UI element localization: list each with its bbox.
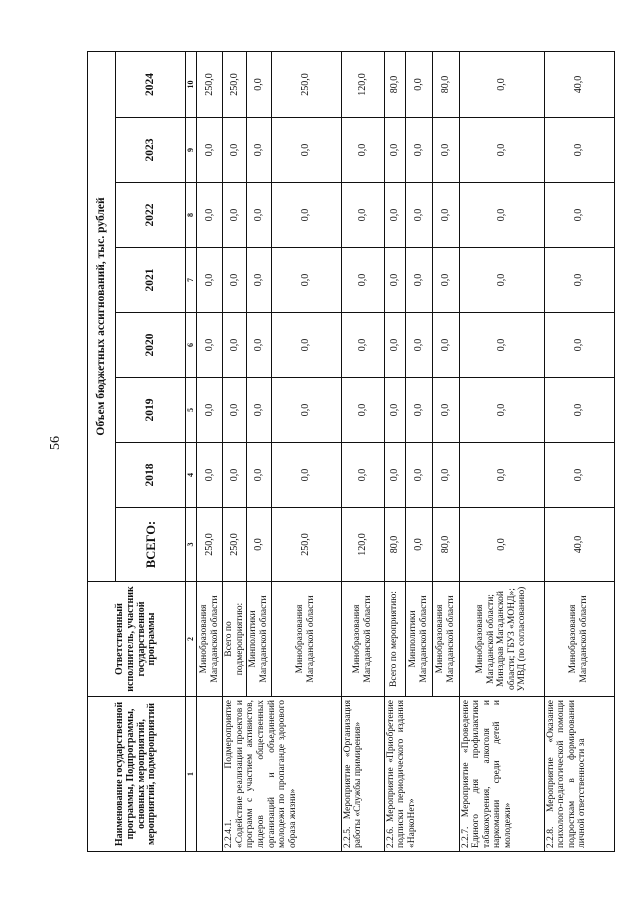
- value-cell: 120,0: [341, 52, 384, 118]
- value-cell: 40,0: [544, 508, 614, 582]
- column-number: 5: [186, 378, 197, 443]
- value-cell: 0,0: [432, 313, 459, 378]
- value-cell: 0,0: [247, 52, 271, 118]
- value-cell: 0,0: [544, 248, 614, 313]
- value-cell: 0,0: [247, 183, 271, 248]
- column-number-row: [186, 52, 197, 852]
- value-cell: 250,0: [197, 52, 223, 118]
- year-header: 2024: [116, 52, 186, 118]
- responsible-cell: Минобразования Магаданской области; Минздрав Магаданской области; ГБУЗ «МОНД»; УМВД (по согласованию): [459, 582, 544, 697]
- value-cell: 0,0: [341, 248, 384, 313]
- budget-table: [87, 51, 615, 852]
- table-row: [384, 52, 405, 852]
- program-column-header: Наименование государственной программы, Подпрограммы, основных мероприятий, мероприятий, подмероприятий: [88, 697, 186, 852]
- column-number: 2: [186, 582, 197, 697]
- value-cell: 0,0: [405, 118, 432, 183]
- year-header: 2022: [116, 183, 186, 248]
- value-cell: 0,0: [223, 378, 247, 443]
- value-cell: 0,0: [384, 248, 405, 313]
- value-cell: 0,0: [271, 378, 341, 443]
- value-cell: 0,0: [459, 508, 544, 582]
- value-cell: 0,0: [432, 118, 459, 183]
- program-name-cell: [197, 697, 223, 852]
- column-number: 7: [186, 248, 197, 313]
- value-cell: 0,0: [459, 313, 544, 378]
- column-number: 8: [186, 183, 197, 248]
- value-cell: 250,0: [223, 52, 247, 118]
- value-cell: 0,0: [544, 118, 614, 183]
- year-header: 2021: [116, 248, 186, 313]
- value-cell: 0,0: [432, 248, 459, 313]
- responsible-cell: Минобразования Магаданской области: [271, 582, 341, 697]
- value-cell: 0,0: [544, 378, 614, 443]
- table-row: [197, 52, 223, 852]
- value-cell: 0,0: [341, 443, 384, 508]
- value-cell: 250,0: [197, 508, 223, 582]
- year-header: 2018: [116, 443, 186, 508]
- column-number: 4: [186, 443, 197, 508]
- value-cell: 0,0: [247, 248, 271, 313]
- value-cell: 80,0: [384, 52, 405, 118]
- value-cell: 80,0: [384, 508, 405, 582]
- value-cell: 40,0: [544, 52, 614, 118]
- year-header: 2023: [116, 118, 186, 183]
- value-cell: 0,0: [247, 378, 271, 443]
- responsible-cell: Минобразования Магаданской области: [341, 582, 384, 697]
- program-name-cell: 2.2.4.1. Подмероприятие «Содействие реализации проектов и программ с участием активистов, лидеров общественных организаций и объединений молодежи по пропаганде здорового образа жизни»: [223, 697, 342, 852]
- responsible-cell: Минполитики Магаданской области: [405, 582, 432, 697]
- column-number: 9: [186, 118, 197, 183]
- value-cell: 0,0: [271, 313, 341, 378]
- year-header: 2020: [116, 313, 186, 378]
- responsible-cell: Минобразования Магаданской области: [197, 582, 223, 697]
- value-cell: 80,0: [432, 52, 459, 118]
- table-row: [459, 52, 544, 852]
- value-cell: 0,0: [247, 508, 271, 582]
- responsible-column-header: Ответственный исполнитель, участник государственной программы: [88, 582, 186, 697]
- value-cell: 0,0: [271, 183, 341, 248]
- value-cell: 0,0: [405, 183, 432, 248]
- page-number: 56: [48, 436, 63, 450]
- value-cell: 0,0: [405, 52, 432, 118]
- value-cell: 0,0: [197, 443, 223, 508]
- value-cell: 0,0: [271, 443, 341, 508]
- value-cell: 0,0: [197, 118, 223, 183]
- value-cell: 0,0: [544, 313, 614, 378]
- value-cell: 0,0: [544, 443, 614, 508]
- value-cell: 0,0: [384, 378, 405, 443]
- value-cell: 0,0: [247, 443, 271, 508]
- value-cell: 0,0: [197, 378, 223, 443]
- value-cell: 0,0: [223, 313, 247, 378]
- value-cell: 0,0: [459, 183, 544, 248]
- value-cell: 0,0: [197, 183, 223, 248]
- value-cell: 0,0: [384, 118, 405, 183]
- value-cell: 0,0: [341, 378, 384, 443]
- budget-group-header: Объем бюджетных ассигнований, тыс. рублей: [88, 52, 116, 582]
- value-cell: 0,0: [544, 183, 614, 248]
- value-cell: 0,0: [384, 313, 405, 378]
- value-cell: 250,0: [271, 52, 341, 118]
- value-cell: 0,0: [197, 248, 223, 313]
- value-cell: 0,0: [459, 118, 544, 183]
- value-cell: 0,0: [405, 248, 432, 313]
- value-cell: 120,0: [341, 508, 384, 582]
- column-number: 1: [186, 697, 197, 852]
- value-cell: 250,0: [271, 508, 341, 582]
- program-name-cell: 2.2.6. Мероприятие «Приобретение подписки периодического издания «НаркоНет»: [384, 697, 459, 852]
- program-name-cell: 2.2.8. Мероприятие «Оказание психолого-педагогической помощи подросткам в формировании личной ответственности за: [544, 697, 614, 852]
- total-column-header: ВСЕГО:: [116, 508, 186, 582]
- column-number: 3: [186, 508, 197, 582]
- responsible-cell: Всего по мероприятию:: [384, 582, 405, 697]
- value-cell: 0,0: [223, 443, 247, 508]
- value-cell: 0,0: [223, 118, 247, 183]
- value-cell: 0,0: [432, 378, 459, 443]
- value-cell: 0,0: [432, 183, 459, 248]
- table-row: [223, 52, 247, 852]
- table-row: [544, 52, 614, 852]
- column-number: 6: [186, 313, 197, 378]
- value-cell: 0,0: [223, 248, 247, 313]
- value-cell: 0,0: [459, 378, 544, 443]
- column-number: 10: [186, 52, 197, 118]
- value-cell: 0,0: [405, 378, 432, 443]
- program-name-cell: 2.2.5. Мероприятие «Организация работы «Службы примирения»: [341, 697, 384, 852]
- value-cell: 0,0: [432, 443, 459, 508]
- rotated-page-content: [87, 52, 589, 852]
- value-cell: 0,0: [341, 183, 384, 248]
- value-cell: 0,0: [459, 248, 544, 313]
- responsible-cell: Минобразования Магаданской области: [432, 582, 459, 697]
- year-header: 2019: [116, 378, 186, 443]
- value-cell: 0,0: [405, 508, 432, 582]
- table-row: [341, 52, 384, 852]
- responsible-cell: Минобразования Магаданской области: [544, 582, 614, 697]
- value-cell: 0,0: [384, 183, 405, 248]
- value-cell: 0,0: [405, 313, 432, 378]
- value-cell: 0,0: [271, 248, 341, 313]
- value-cell: 0,0: [197, 313, 223, 378]
- responsible-cell: Всего по подмероприятию:: [223, 582, 247, 697]
- value-cell: 0,0: [271, 118, 341, 183]
- value-cell: 0,0: [223, 183, 247, 248]
- value-cell: 0,0: [247, 313, 271, 378]
- value-cell: 0,0: [405, 443, 432, 508]
- value-cell: 0,0: [341, 118, 384, 183]
- value-cell: 250,0: [223, 508, 247, 582]
- value-cell: 0,0: [459, 443, 544, 508]
- value-cell: 0,0: [247, 118, 271, 183]
- value-cell: 0,0: [341, 313, 384, 378]
- value-cell: 0,0: [384, 443, 405, 508]
- value-cell: 0,0: [459, 52, 544, 118]
- program-name-cell: 2.2.7. Мероприятие «Проведение Единого дня профилактики табакокурения, алкоголя и наркомании среди детей и молодежи»: [459, 697, 544, 852]
- responsible-cell: Минполитики Магаданской области: [247, 582, 271, 697]
- value-cell: 80,0: [432, 508, 459, 582]
